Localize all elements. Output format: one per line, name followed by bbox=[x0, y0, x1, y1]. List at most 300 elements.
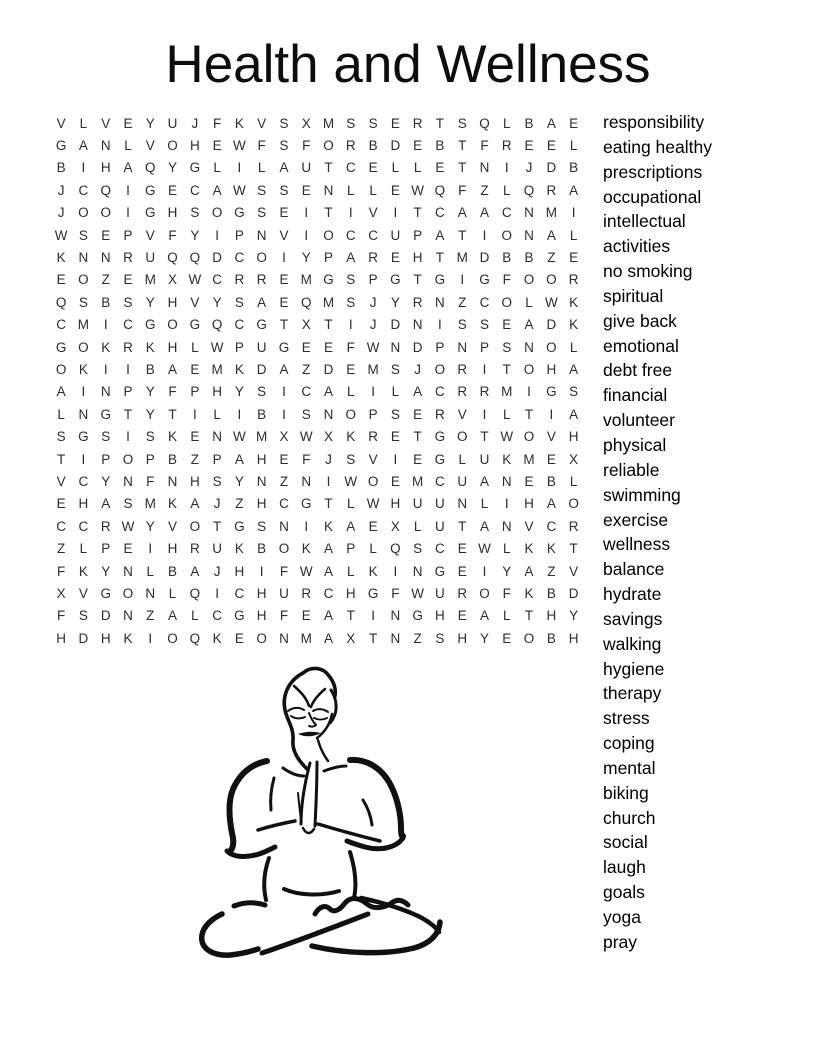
grid-letter: H bbox=[189, 473, 200, 489]
grid-letter: H bbox=[100, 630, 111, 646]
grid-letter: T bbox=[524, 608, 534, 624]
grid-letter: Z bbox=[480, 182, 489, 198]
grid-letter: B bbox=[546, 473, 556, 489]
grid-letter: I bbox=[126, 182, 130, 198]
grid-letter: L bbox=[413, 160, 422, 176]
grid-letter: I bbox=[126, 429, 130, 445]
grid-letter: C bbox=[56, 317, 67, 333]
grid-letter: L bbox=[569, 227, 578, 243]
grid-letter: J bbox=[525, 160, 533, 176]
grid-letter: X bbox=[346, 630, 356, 646]
grid-letter: H bbox=[256, 451, 267, 467]
grid-letter: V bbox=[190, 294, 200, 310]
grid-letter: K bbox=[546, 541, 556, 557]
grid-letter: G bbox=[412, 608, 423, 624]
grid-letter: G bbox=[189, 160, 201, 176]
grid-letter: Q bbox=[100, 182, 111, 198]
grid-letter: E bbox=[279, 294, 289, 310]
grid-letter: G bbox=[367, 585, 379, 601]
grid-letter: A bbox=[324, 563, 334, 579]
grid-letter: Y bbox=[145, 384, 155, 400]
grid-letter: R bbox=[501, 138, 512, 154]
grid-letter: W bbox=[233, 182, 246, 198]
grid-letter: F bbox=[57, 608, 66, 624]
grid-letter: H bbox=[234, 563, 245, 579]
grid-letter: X bbox=[279, 429, 289, 445]
grid-letter: S bbox=[390, 361, 400, 377]
grid-letter: P bbox=[123, 384, 133, 400]
grid-letter: N bbox=[123, 563, 133, 579]
grid-letter: L bbox=[191, 608, 199, 624]
grid-letter: C bbox=[189, 182, 200, 198]
grid-letter: Y bbox=[145, 518, 155, 534]
grid-letter: H bbox=[568, 630, 579, 646]
grid-letter: T bbox=[324, 205, 333, 221]
word-list-item: stress bbox=[603, 708, 650, 729]
grid-letter: R bbox=[345, 138, 356, 154]
grid-letter: O bbox=[78, 339, 89, 355]
word-list-item: activities bbox=[603, 236, 671, 257]
grid-letter: F bbox=[458, 182, 467, 198]
grid-letter: E bbox=[234, 630, 244, 646]
yoga-lotus-icon bbox=[182, 652, 472, 962]
grid-letter: R bbox=[234, 272, 245, 288]
grid-letter: L bbox=[458, 451, 466, 467]
grid-letter: N bbox=[390, 339, 401, 355]
grid-letter: H bbox=[167, 205, 178, 221]
grid-letter: X bbox=[324, 429, 334, 445]
grid-letter: B bbox=[546, 585, 556, 601]
grid-letter: N bbox=[123, 608, 133, 624]
grid-letter: D bbox=[546, 160, 557, 176]
grid-letter: O bbox=[501, 294, 513, 310]
grid-letter: Q bbox=[211, 317, 223, 333]
grid-letter: C bbox=[435, 205, 445, 221]
grid-letter: E bbox=[123, 115, 133, 131]
grid-letter: O bbox=[211, 205, 223, 221]
grid-letter: A bbox=[479, 608, 489, 624]
grid-letter: V bbox=[168, 518, 178, 534]
grid-letter: Y bbox=[390, 294, 400, 310]
grid-letter: O bbox=[122, 585, 134, 601]
grid-letter: I bbox=[259, 563, 264, 579]
grid-letter: U bbox=[301, 160, 312, 176]
grid-letter: O bbox=[100, 205, 111, 221]
grid-letter: T bbox=[458, 518, 467, 534]
grid-letter: I bbox=[438, 317, 442, 333]
grid-letter: A bbox=[324, 541, 334, 557]
grid-letter: Y bbox=[168, 160, 178, 176]
grid-letter: O bbox=[367, 473, 379, 489]
grid-letter: W bbox=[188, 272, 202, 288]
word-list-item: no smoking bbox=[603, 261, 693, 282]
grid-letter: A bbox=[479, 205, 489, 221]
grid-letter: S bbox=[257, 384, 267, 400]
grid-letter: K bbox=[368, 563, 378, 579]
grid-letter: T bbox=[524, 406, 534, 422]
word-list-item: emotional bbox=[603, 335, 679, 356]
grid-letter: Y bbox=[190, 227, 200, 243]
grid-letter: Q bbox=[434, 182, 446, 198]
grid-letter: S bbox=[257, 182, 267, 198]
grid-letter: R bbox=[457, 361, 468, 377]
grid-letter: Y bbox=[212, 294, 222, 310]
grid-letter: M bbox=[545, 205, 557, 221]
grid-letter: N bbox=[412, 563, 423, 579]
grid-letter: T bbox=[324, 317, 333, 333]
grid-letter: I bbox=[282, 406, 286, 422]
grid-letter: T bbox=[569, 541, 578, 557]
grid-letter: E bbox=[502, 317, 512, 333]
grid-letter: A bbox=[257, 294, 267, 310]
grid-letter: C bbox=[78, 182, 89, 198]
grid-letter: I bbox=[371, 384, 375, 400]
grid-letter: O bbox=[434, 361, 446, 377]
grid-letter: W bbox=[233, 138, 246, 154]
grid-letter: Y bbox=[569, 608, 579, 624]
grid-letter: L bbox=[124, 138, 132, 154]
grid-letter: V bbox=[524, 518, 534, 534]
grid-letter: C bbox=[435, 541, 445, 557]
grid-letter: L bbox=[369, 182, 377, 198]
grid-letter: R bbox=[100, 518, 111, 534]
grid-letter: Z bbox=[547, 250, 556, 266]
grid-letter: E bbox=[301, 339, 311, 355]
grid-letter: O bbox=[501, 227, 513, 243]
grid-letter: T bbox=[346, 608, 355, 624]
grid-letter: C bbox=[479, 294, 490, 310]
grid-letter: D bbox=[546, 317, 557, 333]
grid-letter: F bbox=[168, 384, 177, 400]
grid-letter: N bbox=[100, 250, 111, 266]
grid-letter: A bbox=[324, 630, 334, 646]
grid-letter: E bbox=[390, 115, 400, 131]
grid-letter: B bbox=[257, 406, 267, 422]
grid-letter: H bbox=[546, 608, 557, 624]
grid-letter: K bbox=[569, 317, 579, 333]
grid-letter: H bbox=[256, 496, 267, 512]
grid-letter: B bbox=[168, 451, 178, 467]
grid-letter: N bbox=[100, 384, 111, 400]
grid-letter: O bbox=[456, 429, 468, 445]
grid-letter: M bbox=[144, 272, 156, 288]
grid-letter: I bbox=[527, 384, 531, 400]
word-list-item: hydrate bbox=[603, 584, 662, 605]
grid-letter: A bbox=[569, 361, 579, 377]
grid-letter: Y bbox=[145, 406, 155, 422]
grid-letter: R bbox=[189, 541, 200, 557]
grid-letter: M bbox=[367, 361, 379, 377]
grid-letter: E bbox=[390, 182, 400, 198]
word-list-item: intellectual bbox=[603, 211, 686, 232]
grid-letter: S bbox=[123, 294, 133, 310]
grid-letter: E bbox=[435, 160, 445, 176]
grid-letter: D bbox=[323, 361, 334, 377]
grid-letter: I bbox=[348, 205, 353, 221]
grid-letter: K bbox=[324, 518, 334, 534]
grid-letter: L bbox=[257, 160, 266, 176]
grid-letter: H bbox=[568, 429, 579, 445]
grid-letter: Q bbox=[390, 541, 401, 557]
grid-letter: X bbox=[301, 317, 311, 333]
word-list-item: biking bbox=[603, 782, 649, 803]
grid-letter: P bbox=[368, 406, 378, 422]
grid-letter: S bbox=[56, 429, 66, 445]
grid-letter: L bbox=[391, 384, 400, 400]
grid-letter: V bbox=[368, 451, 378, 467]
grid-letter: I bbox=[482, 227, 487, 243]
grid-letter: E bbox=[123, 541, 133, 557]
grid-letter: N bbox=[212, 429, 222, 445]
grid-letter: G bbox=[434, 429, 446, 445]
grid-letter: A bbox=[457, 205, 467, 221]
word-list-item: goals bbox=[603, 882, 645, 903]
grid-letter: H bbox=[212, 384, 222, 400]
grid-letter: N bbox=[390, 608, 401, 624]
grid-letter: G bbox=[434, 272, 446, 288]
grid-letter: W bbox=[544, 294, 558, 310]
grid-letter: E bbox=[324, 339, 334, 355]
grid-letter: B bbox=[546, 630, 556, 646]
grid-letter: I bbox=[237, 406, 242, 422]
grid-letter: E bbox=[190, 429, 200, 445]
grid-letter: A bbox=[569, 406, 579, 422]
grid-letter: S bbox=[457, 317, 467, 333]
grid-letter: H bbox=[167, 541, 178, 557]
grid-letter: M bbox=[523, 451, 535, 467]
grid-letter: U bbox=[167, 115, 178, 131]
grid-letter: O bbox=[122, 451, 134, 467]
grid-letter: N bbox=[167, 473, 178, 489]
grid-letter: G bbox=[145, 317, 156, 333]
grid-letter: H bbox=[78, 496, 89, 512]
grid-letter: V bbox=[569, 563, 579, 579]
grid-letter: J bbox=[57, 182, 65, 198]
grid-letter: G bbox=[100, 406, 111, 422]
word-list-item: volunteer bbox=[603, 410, 675, 431]
word-list-item: church bbox=[603, 807, 656, 828]
grid-letter: H bbox=[390, 496, 401, 512]
grid-letter: H bbox=[189, 138, 200, 154]
grid-letter: S bbox=[101, 429, 111, 445]
word-list bbox=[603, 110, 712, 955]
grid-letter: A bbox=[168, 608, 178, 624]
grid-letter: P bbox=[479, 339, 489, 355]
grid-letter: G bbox=[546, 384, 557, 400]
grid-letter: Z bbox=[547, 563, 556, 579]
grid-letter: E bbox=[390, 250, 400, 266]
grid-letter: Y bbox=[145, 294, 155, 310]
word-list-item: give back bbox=[603, 310, 677, 331]
grid-letter: H bbox=[457, 630, 468, 646]
grid-letter: F bbox=[279, 608, 289, 624]
grid-letter: C bbox=[234, 317, 245, 333]
grid-letter: D bbox=[100, 608, 111, 624]
grid-letter: G bbox=[55, 138, 67, 154]
grid-letter: I bbox=[192, 406, 197, 422]
grid-letter: U bbox=[435, 518, 445, 534]
grid-letter: F bbox=[502, 272, 511, 288]
grid-letter: C bbox=[234, 585, 245, 601]
grid-letter: L bbox=[347, 563, 355, 579]
grid-letter: I bbox=[371, 608, 375, 624]
grid-letter: G bbox=[256, 317, 267, 333]
grid-letter: Q bbox=[145, 160, 156, 176]
grid-letter: G bbox=[55, 339, 67, 355]
grid-letter: Q bbox=[300, 294, 312, 310]
grid-letter: E bbox=[457, 541, 467, 557]
grid-letter: X bbox=[390, 518, 400, 534]
grid-letter: H bbox=[546, 361, 557, 377]
grid-letter: Y bbox=[234, 384, 244, 400]
grid-letter: O bbox=[523, 272, 535, 288]
grid-letter: E bbox=[569, 115, 579, 131]
grid-letter: I bbox=[103, 361, 108, 377]
word-list-item: exercise bbox=[603, 509, 669, 530]
word-list-item: coping bbox=[603, 733, 655, 754]
grid-letter: P bbox=[145, 451, 155, 467]
grid-letter: G bbox=[234, 608, 245, 624]
grid-letter: I bbox=[460, 272, 465, 288]
grid-letter: N bbox=[412, 317, 423, 333]
grid-letter: W bbox=[54, 227, 68, 243]
grid-letter: L bbox=[413, 518, 422, 534]
grid-letter: V bbox=[368, 205, 378, 221]
grid-letter: V bbox=[145, 138, 155, 154]
grid-letter: H bbox=[167, 339, 178, 355]
grid-letter: Z bbox=[57, 541, 66, 557]
grid-letter: L bbox=[503, 541, 511, 557]
grid-letter: F bbox=[302, 451, 311, 467]
grid-letter: N bbox=[256, 227, 267, 243]
grid-letter: S bbox=[390, 406, 400, 422]
grid-letter: Q bbox=[189, 630, 201, 646]
grid-letter: G bbox=[189, 317, 201, 333]
grid-letter: A bbox=[56, 384, 66, 400]
grid-letter: O bbox=[189, 518, 201, 534]
grid-letter: U bbox=[279, 585, 289, 601]
grid-letter: L bbox=[569, 339, 578, 355]
grid-letter: I bbox=[549, 406, 554, 422]
grid-letter: E bbox=[301, 608, 311, 624]
word-list-item: walking bbox=[603, 633, 662, 654]
grid-letter: D bbox=[256, 361, 267, 377]
grid-letter: B bbox=[435, 138, 445, 154]
grid-letter: W bbox=[210, 339, 224, 355]
grid-letter: S bbox=[279, 182, 289, 198]
grid-letter: K bbox=[78, 563, 88, 579]
grid-letter: A bbox=[279, 361, 289, 377]
grid-letter: V bbox=[56, 115, 66, 131]
grid-letter: N bbox=[501, 518, 512, 534]
grid-letter: N bbox=[323, 406, 334, 422]
grid-letter: R bbox=[568, 518, 579, 534]
word-list-item: debt free bbox=[603, 360, 673, 381]
grid-letter: I bbox=[126, 361, 130, 377]
grid-letter: P bbox=[413, 227, 423, 243]
grid-letter: T bbox=[168, 406, 177, 422]
grid-letter: A bbox=[435, 227, 445, 243]
grid-letter: P bbox=[234, 339, 244, 355]
grid-letter: I bbox=[81, 160, 86, 176]
grid-letter: E bbox=[390, 429, 400, 445]
grid-letter: K bbox=[145, 339, 155, 355]
word-list-item: wellness bbox=[603, 534, 671, 555]
grid-letter: W bbox=[299, 563, 313, 579]
grid-letter: O bbox=[523, 361, 535, 377]
meditating-figure-illustration bbox=[182, 652, 472, 962]
grid-letter: U bbox=[256, 339, 267, 355]
grid-letter: O bbox=[546, 272, 557, 288]
grid-letter: O bbox=[55, 361, 67, 377]
grid-letter: O bbox=[345, 406, 357, 422]
grid-letter: Z bbox=[302, 361, 311, 377]
grid-letter: J bbox=[213, 563, 221, 579]
grid-letter: H bbox=[100, 160, 111, 176]
grid-letter: K bbox=[212, 630, 222, 646]
grid-letter: M bbox=[300, 272, 312, 288]
grid-letter: N bbox=[145, 585, 156, 601]
grid-letter: E bbox=[569, 250, 579, 266]
grid-letter: O bbox=[278, 541, 290, 557]
grid-letter: O bbox=[323, 138, 334, 154]
grid-letter: L bbox=[347, 182, 355, 198]
grid-letter: N bbox=[78, 250, 89, 266]
grid-letter: N bbox=[435, 294, 445, 310]
grid-letter: E bbox=[301, 182, 311, 198]
grid-letter: Y bbox=[502, 563, 512, 579]
grid-letter: F bbox=[480, 138, 489, 154]
grid-letter: Z bbox=[413, 630, 422, 646]
grid-letter: O bbox=[167, 138, 178, 154]
grid-letter: P bbox=[101, 541, 111, 557]
grid-letter: E bbox=[502, 630, 512, 646]
grid-letter: K bbox=[234, 115, 244, 131]
grid-letter: E bbox=[413, 138, 423, 154]
grid-letter: F bbox=[257, 138, 266, 154]
grid-letter: O bbox=[256, 630, 267, 646]
grid-letter: R bbox=[479, 384, 490, 400]
grid-letter: V bbox=[257, 115, 267, 131]
grid-letter: E bbox=[413, 451, 423, 467]
grid-letter: X bbox=[168, 272, 178, 288]
grid-letter: N bbox=[78, 406, 89, 422]
grid-letter: E bbox=[190, 361, 200, 377]
grid-letter: U bbox=[212, 541, 222, 557]
grid-letter: F bbox=[502, 585, 511, 601]
grid-letter: H bbox=[167, 294, 178, 310]
word-list-item: pray bbox=[603, 931, 638, 952]
grid-letter: L bbox=[347, 384, 355, 400]
grid-letter: I bbox=[81, 384, 86, 400]
grid-letter: V bbox=[457, 406, 467, 422]
grid-letter: I bbox=[81, 451, 86, 467]
word-list-item: responsibility bbox=[603, 112, 705, 132]
grid-letter: R bbox=[123, 339, 133, 355]
grid-letter: I bbox=[326, 473, 331, 489]
grid-letter: W bbox=[344, 473, 358, 489]
word-list-item: occupational bbox=[603, 186, 702, 207]
grid-letter: M bbox=[300, 630, 312, 646]
grid-letter: G bbox=[434, 451, 446, 467]
grid-letter: Q bbox=[189, 585, 201, 601]
grid-letter: P bbox=[101, 451, 111, 467]
grid-letter: N bbox=[457, 496, 468, 512]
grid-letter: I bbox=[504, 496, 509, 512]
grid-letter: F bbox=[212, 115, 222, 131]
grid-letter: A bbox=[569, 182, 579, 198]
grid-letter: E bbox=[279, 272, 289, 288]
